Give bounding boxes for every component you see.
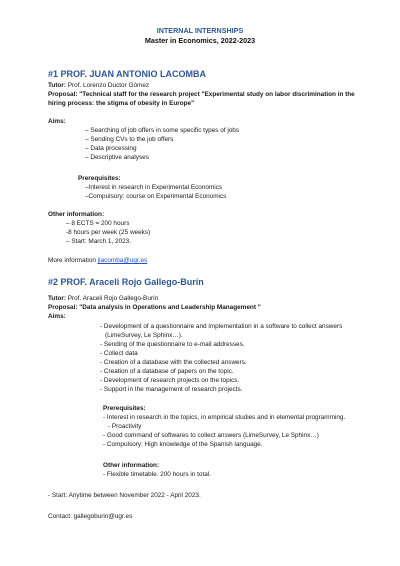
prerequisite-item: - Proactivity [108,423,142,430]
aim-item: - Development of research projects on the topics. [100,377,240,384]
aim-item: - Collect data [100,350,138,357]
other-info-label: Other information: [103,462,160,469]
internship-1-heading: #1 PROF. JUAN ANTONIO LACOMBA [48,69,207,79]
contact: Contact: gallegoburin@ugr.es [48,513,133,520]
tutor-name: Prof. Araceli Rojo Gallego-Burín [65,295,159,302]
start-date: - Start: Anytime between November 2022 - April 2023. [48,492,201,499]
proposal-label: Proposal: [48,91,78,98]
prerequisite-item: - Compulsory: High knowledge of the Spanish language. [103,441,263,448]
aim-item: – Data processing [85,145,137,152]
prerequisite-item: –Interest in research in Experimental Economics [85,184,223,191]
document-subtitle: Master in Economics, 2022-2023 [144,36,256,45]
prerequisites-label: Prerequisites: [103,405,146,412]
internship-2-proposal [48,304,261,312]
more-info-label: More information [48,257,98,264]
proposal-line-1: "Technical staff for the research project "Experimental study on labor discrimination in the [77,91,355,98]
aim-item: - Development of a questionnaire and implementation in a software to collect answers [100,323,343,330]
aim-item: - Creation of a database of papers on the topic. [100,368,234,375]
email-link[interactable]: jlacomba@ugr.es [97,257,148,264]
proposal-line-2: hiring process: the stigma of obesity in Europe" [48,100,195,107]
other-info-item: – Start: March 1, 2023. [66,238,132,245]
tutor-label: Tutor: [48,82,66,89]
aim-item: - Support in the management of research projects. [100,386,243,393]
aim-item: – Searching of job offers in some specific types of jobs [85,127,240,134]
aim-item: - Creation of a database with the collected answers. [100,359,247,366]
aims-label: Aims: [48,118,66,125]
document-title: INTERNAL INTERNSHIPS [156,26,244,35]
more-information [48,257,147,265]
other-info-item: - Flexible timetable. 200 hours in total. [103,471,211,478]
proposal-text: "Data analysis in Operations and Leadership Management " [77,304,261,311]
prerequisite-item: - Interest in research in the topics, in empirical studies and in elemental programming. [103,414,346,421]
prerequisite-item: - Good command of softwares to collect answers (LimeSurvey, Le Sphinx…) [103,432,319,439]
other-info-item: – 8 ECTS = 200 hours [66,220,130,227]
prerequisites-label: Prerequisites: [78,175,121,182]
aim-item: - Sending of the questionnaire to e-mail addresses. [100,341,245,348]
tutor-name: Prof. Lorenzo Ductor Gómez [65,82,150,89]
other-info-item: -8 hours per week (25 weeks) [66,229,151,236]
internship-2-heading: #2 PROF. Araceli Rojo Gallego-Burín [48,277,204,287]
internship-2-tutor [48,295,158,303]
prerequisite-item: –Compulsory: course on Experimental Economics [85,193,227,200]
internship-1-proposal [48,91,355,99]
tutor-label: Tutor: [48,295,66,302]
aim-item: – Sending CVs to the job offers [85,136,174,143]
aim-item: (LimeSurvey, Le Sphinx…). [105,332,183,339]
other-info-label: Other information: [48,211,105,218]
aims-label: Aims: [48,313,66,320]
proposal-label: Proposal: [48,304,78,311]
internship-1-tutor [48,82,149,90]
aim-item: – Descriptive analyses [85,154,149,161]
